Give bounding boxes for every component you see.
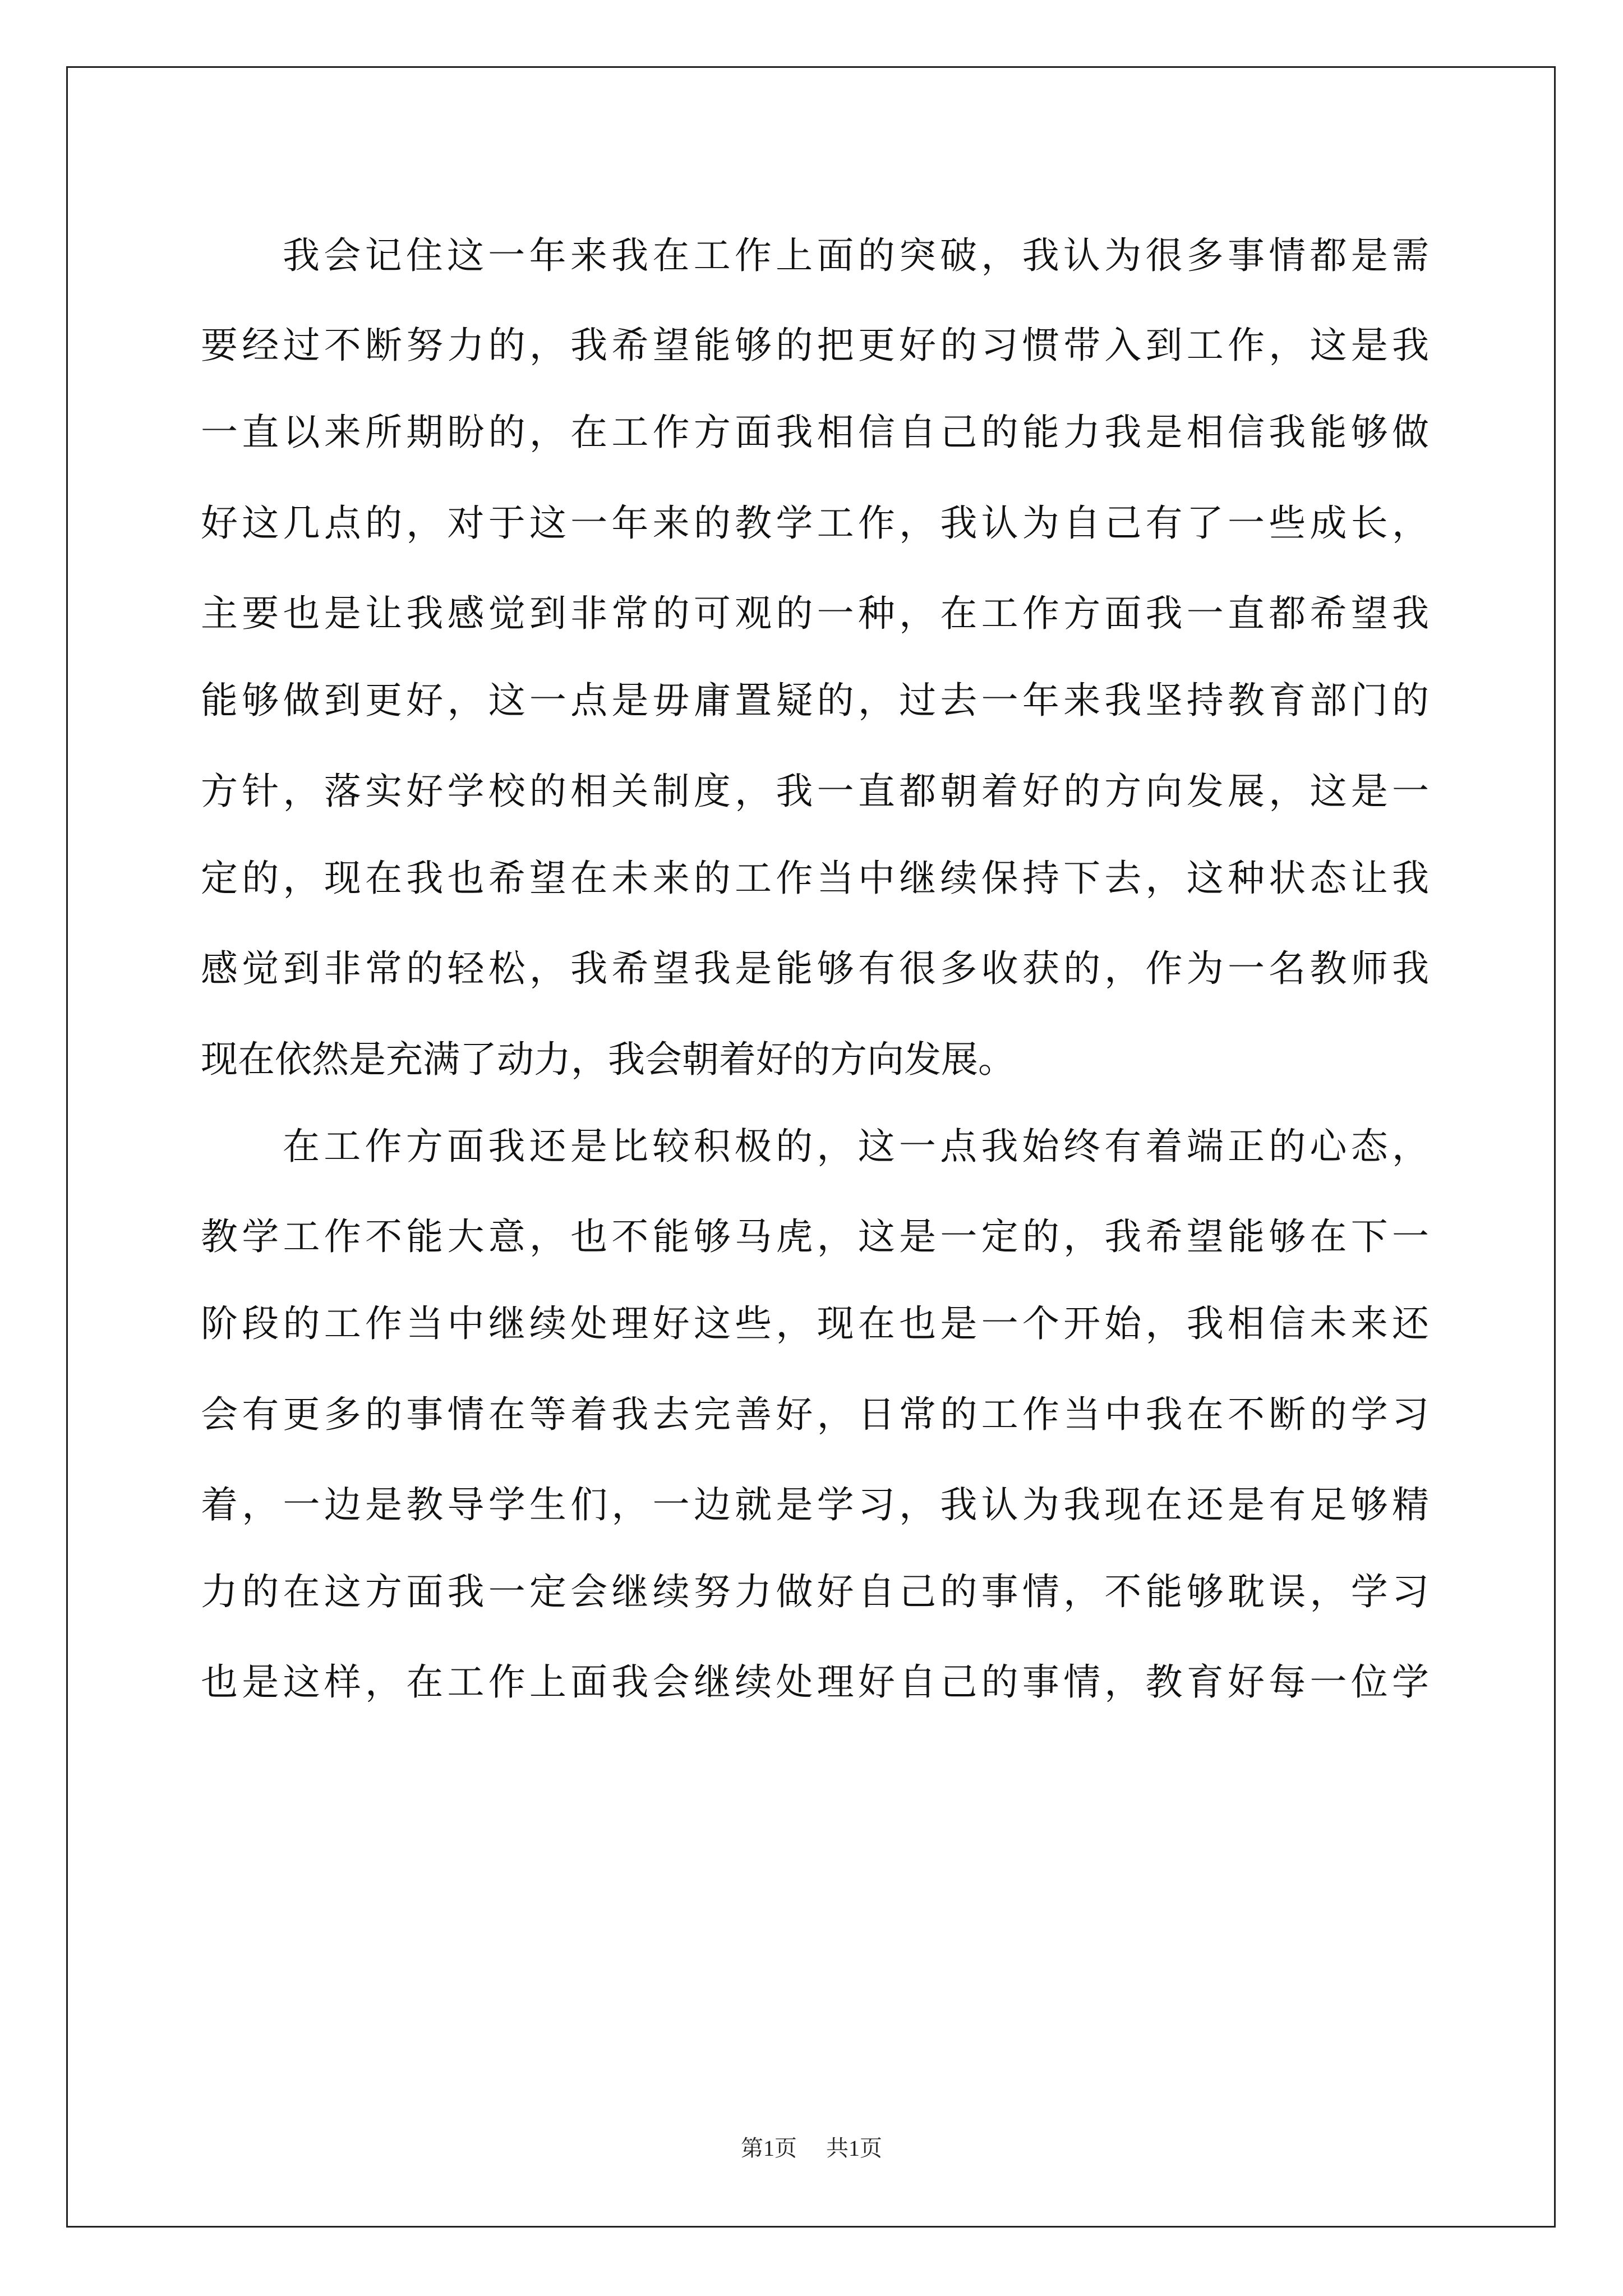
paragraph-2-line-4: 会有更多的事情在等着我去完善好，日常的工作当中我在不断的学习	[201, 1393, 1429, 1436]
paragraph-1-line-5: 主要也是让我感觉到非常的可观的一种，在工作方面我一直都希望我	[201, 592, 1429, 635]
paragraph-1-line-4: 好这几点的，对于这一年来的教学工作，我认为自己有了一些成长，	[201, 501, 1429, 545]
paragraph-2-line-3: 阶段的工作当中继续处理好这些，现在也是一个开始，我相信未来还	[201, 1302, 1429, 1345]
paragraph-2-line-5: 着，一边是教导学生们，一边就是学习，我认为我现在还是有足够精	[201, 1483, 1429, 1526]
paragraph-2-line-1: 在工作方面我还是比较积极的，这一点我始终有着端正的心态，	[283, 1125, 1429, 1168]
paragraph-1-line-10: 现在依然是充满了动力，我会朝着好的方向发展。	[201, 1038, 1015, 1081]
paragraph-1-line-1: 我会记住这一年来我在工作上面的突破，我认为很多事情都是需	[283, 234, 1429, 277]
paragraph-2-line-2: 教学工作不能大意，也不能够马虎，这是一定的，我希望能够在下一	[201, 1215, 1429, 1258]
paragraph-1-line-2: 要经过不断努力的，我希望能够的把更好的习惯带入到工作，这是我	[201, 324, 1429, 367]
page-number-current: 第1页	[741, 2136, 797, 2161]
page-footer	[0, 2132, 1623, 2165]
page-number-total: 共1页	[826, 2136, 882, 2161]
paragraph-1-line-6: 能够做到更好，这一点是毋庸置疑的，过去一年来我坚持教育部门的	[201, 679, 1429, 722]
paragraph-1-line-7: 方针，落实好学校的相关制度，我一直都朝着好的方向发展，这是一	[201, 770, 1429, 813]
paragraph-2-line-7: 也是这样，在工作上面我会继续处理好自己的事情，教育好每一位学	[201, 1660, 1429, 1704]
paragraph-2-line-6: 力的在这方面我一定会继续努力做好自己的事情，不能够耽误，学习	[201, 1570, 1429, 1613]
paragraph-1-line-9: 感觉到非常的轻松，我希望我是能够有很多收获的，作为一名教师我	[201, 947, 1429, 990]
paragraph-1-line-8: 定的，现在我也希望在未来的工作当中继续保持下去，这种状态让我	[201, 857, 1429, 900]
paragraph-1-line-3: 一直以来所期盼的，在工作方面我相信自己的能力我是相信我能够做	[201, 411, 1429, 454]
